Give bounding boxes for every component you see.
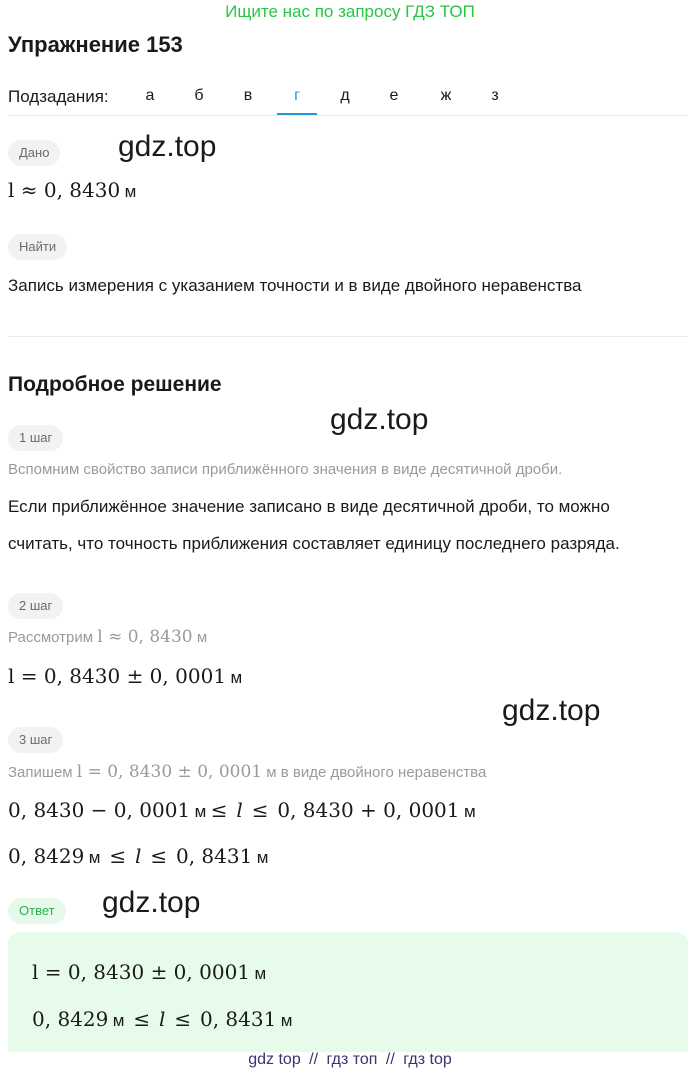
tab-e[interactable]: е bbox=[389, 87, 399, 104]
watermark: gdz.top bbox=[102, 886, 201, 919]
tab-v[interactable]: в bbox=[243, 87, 253, 104]
tab-a[interactable]: а bbox=[145, 87, 155, 104]
watermark: gdz.top bbox=[330, 403, 429, 436]
tab-z[interactable]: з bbox=[491, 87, 499, 104]
solution-title: Подробное решение bbox=[8, 373, 222, 396]
step-2-formula bbox=[8, 664, 242, 688]
tab-g[interactable]: г bbox=[277, 78, 317, 116]
footer-link-3[interactable]: гдз top bbox=[403, 1051, 452, 1068]
answer-ineq-left: 0, 8429 bbox=[32, 1007, 109, 1031]
ineq-1-left: 0, 8430 − 0, 0001 bbox=[8, 798, 191, 822]
step-1-line-2: считать, что точность приближения составляет единицу последнего разряда. bbox=[8, 534, 620, 553]
search-promo-banner: Ищите нас по запросу ГДЗ ТОП bbox=[225, 2, 475, 21]
watermark: gdz.top bbox=[502, 694, 601, 727]
ineq-2-le-1: ≤ bbox=[109, 844, 127, 868]
find-text: Запись измерения с указанием точности и в виде двойного неравенства bbox=[8, 276, 582, 295]
answer-le-2: ≤ bbox=[174, 1007, 192, 1031]
step-3-hint-suffix: м в виде двойного неравенства bbox=[266, 764, 487, 781]
answer-var: l bbox=[159, 1007, 166, 1031]
footer-links bbox=[0, 1051, 700, 1069]
section-divider bbox=[8, 336, 688, 337]
watermark: gdz.top bbox=[118, 130, 217, 163]
ineq-1-le-1: ≤ bbox=[210, 798, 228, 822]
step-3-hint bbox=[8, 762, 486, 782]
answer-box bbox=[8, 932, 688, 1052]
ineq-2-left: 0, 8429 bbox=[8, 844, 85, 868]
ineq-2-left-unit: м bbox=[88, 848, 101, 867]
given-unit: м bbox=[124, 182, 137, 201]
answer-badge: Ответ bbox=[8, 898, 66, 924]
step-2-badge: 2 шаг bbox=[8, 593, 63, 619]
step-2-hint bbox=[8, 627, 207, 647]
step-3-inequality-1 bbox=[8, 798, 476, 822]
step-3-badge: 3 шаг bbox=[8, 727, 63, 753]
step-2-unit: м bbox=[230, 668, 243, 687]
step-1-badge: 1 шаг bbox=[8, 425, 63, 451]
answer-ineq-left-unit: м bbox=[112, 1011, 125, 1030]
answer-le-1: ≤ bbox=[133, 1007, 151, 1031]
answer-line-2 bbox=[32, 1007, 292, 1031]
step-3-hint-prefix: Запишем bbox=[8, 764, 73, 781]
tabs-divider bbox=[8, 115, 688, 116]
ineq-2-le-2: ≤ bbox=[150, 844, 168, 868]
ineq-1-left-unit: м bbox=[194, 802, 207, 821]
page-title: Упражнение 153 bbox=[8, 32, 183, 57]
tab-d[interactable]: д bbox=[340, 87, 350, 104]
subtasks-label: Подзадания: bbox=[8, 87, 109, 106]
answer-line-1 bbox=[32, 960, 266, 984]
find-badge: Найти bbox=[8, 234, 67, 260]
step-2-math: l = 0, 8430 ± 0, 0001 bbox=[8, 664, 227, 688]
ineq-2-right: 0, 8431 bbox=[175, 844, 253, 868]
step-2-hint-prefix: Рассмотрим bbox=[8, 629, 94, 646]
ineq-2-right-unit: м bbox=[256, 848, 269, 867]
answer-ineq-right: 0, 8431 bbox=[199, 1007, 277, 1031]
footer-separator-2: // bbox=[385, 1051, 395, 1068]
step-2-hint-unit: м bbox=[196, 629, 208, 646]
answer-ineq-right-unit: м bbox=[280, 1011, 293, 1030]
step-3-hint-math: l = 0, 8430 ± 0, 0001 bbox=[76, 762, 263, 782]
ineq-1-var: l bbox=[236, 798, 243, 822]
footer-link-1[interactable]: gdz top bbox=[248, 1051, 301, 1068]
step-1-hint: Вспомним свойство записи приближённого значения в виде десятичной дроби. bbox=[8, 461, 563, 478]
given-math: l ≈ 0, 8430 bbox=[8, 178, 121, 202]
step-3-inequality-2 bbox=[8, 844, 268, 868]
step-1-line-1: Если приближённое значение записано в виде десятичной дроби, то можно bbox=[8, 497, 610, 516]
tab-zh[interactable]: ж bbox=[440, 87, 452, 104]
ineq-1-right-unit: м bbox=[463, 802, 476, 821]
ineq-2-var: l bbox=[135, 844, 142, 868]
ineq-1-le-2: ≤ bbox=[251, 798, 269, 822]
ineq-1-right: 0, 8430 + 0, 0001 bbox=[277, 798, 460, 822]
given-formula bbox=[8, 178, 136, 202]
answer-math: l = 0, 8430 ± 0, 0001 bbox=[32, 960, 251, 984]
step-2-hint-math: l ≈ 0, 8430 bbox=[97, 627, 193, 647]
footer-link-2[interactable]: гдз топ bbox=[326, 1051, 378, 1068]
tab-b[interactable]: б bbox=[194, 87, 204, 104]
given-badge: Дано bbox=[8, 140, 60, 166]
answer-unit: м bbox=[254, 964, 267, 983]
footer-separator-1: // bbox=[309, 1051, 319, 1068]
